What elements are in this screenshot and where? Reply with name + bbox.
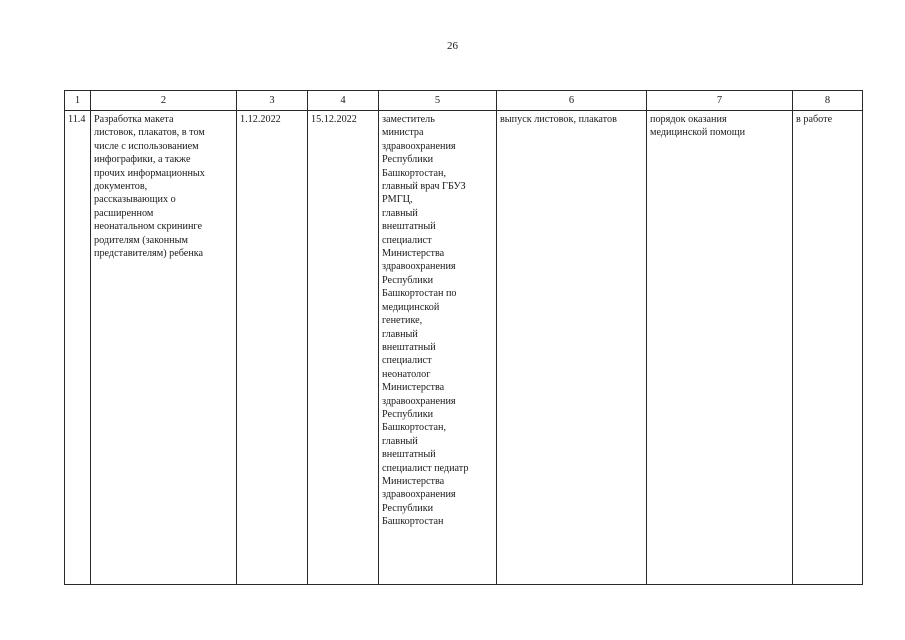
column-header-1: 1 <box>65 91 91 111</box>
page-number: 26 <box>447 40 458 52</box>
column-header-3: 3 <box>237 91 308 111</box>
column-header-2: 2 <box>91 91 237 111</box>
row-number: 11.4 <box>65 111 91 585</box>
task-description: Разработка макета листовок, плакатов, в том числе с использованием инфографики, а также прочих информационных документов, рассказывающих о расширенном неонатальном скрининге родителям (законным представителям) ребенка <box>91 111 237 585</box>
table-header-row <box>65 91 863 111</box>
start-date: 1.12.2022 <box>237 111 308 585</box>
expected-result: выпуск листовок, плакатов <box>497 111 647 585</box>
column-header-6: 6 <box>497 91 647 111</box>
document-type: порядок оказания медицинской помощи <box>647 111 793 585</box>
responsible-persons: заместитель министра здравоохранения Республики Башкортостан, главный врач ГБУЗ РМГЦ, главный внештатный специалист Министерства здравоохранения Республики Башкортостан по медицинской генетике, главный внештатный специалист неонатолог Министерства здравоохранения Республики Башкортостан, главный внештатный специалист педиатр Министерства здравоохранения Республики Башкортостан <box>379 111 497 585</box>
plan-table <box>64 90 863 585</box>
status: в работе <box>793 111 863 585</box>
column-header-7: 7 <box>647 91 793 111</box>
end-date: 15.12.2022 <box>308 111 379 585</box>
column-header-4: 4 <box>308 91 379 111</box>
table-row <box>65 111 863 585</box>
column-header-8: 8 <box>793 91 863 111</box>
column-header-5: 5 <box>379 91 497 111</box>
